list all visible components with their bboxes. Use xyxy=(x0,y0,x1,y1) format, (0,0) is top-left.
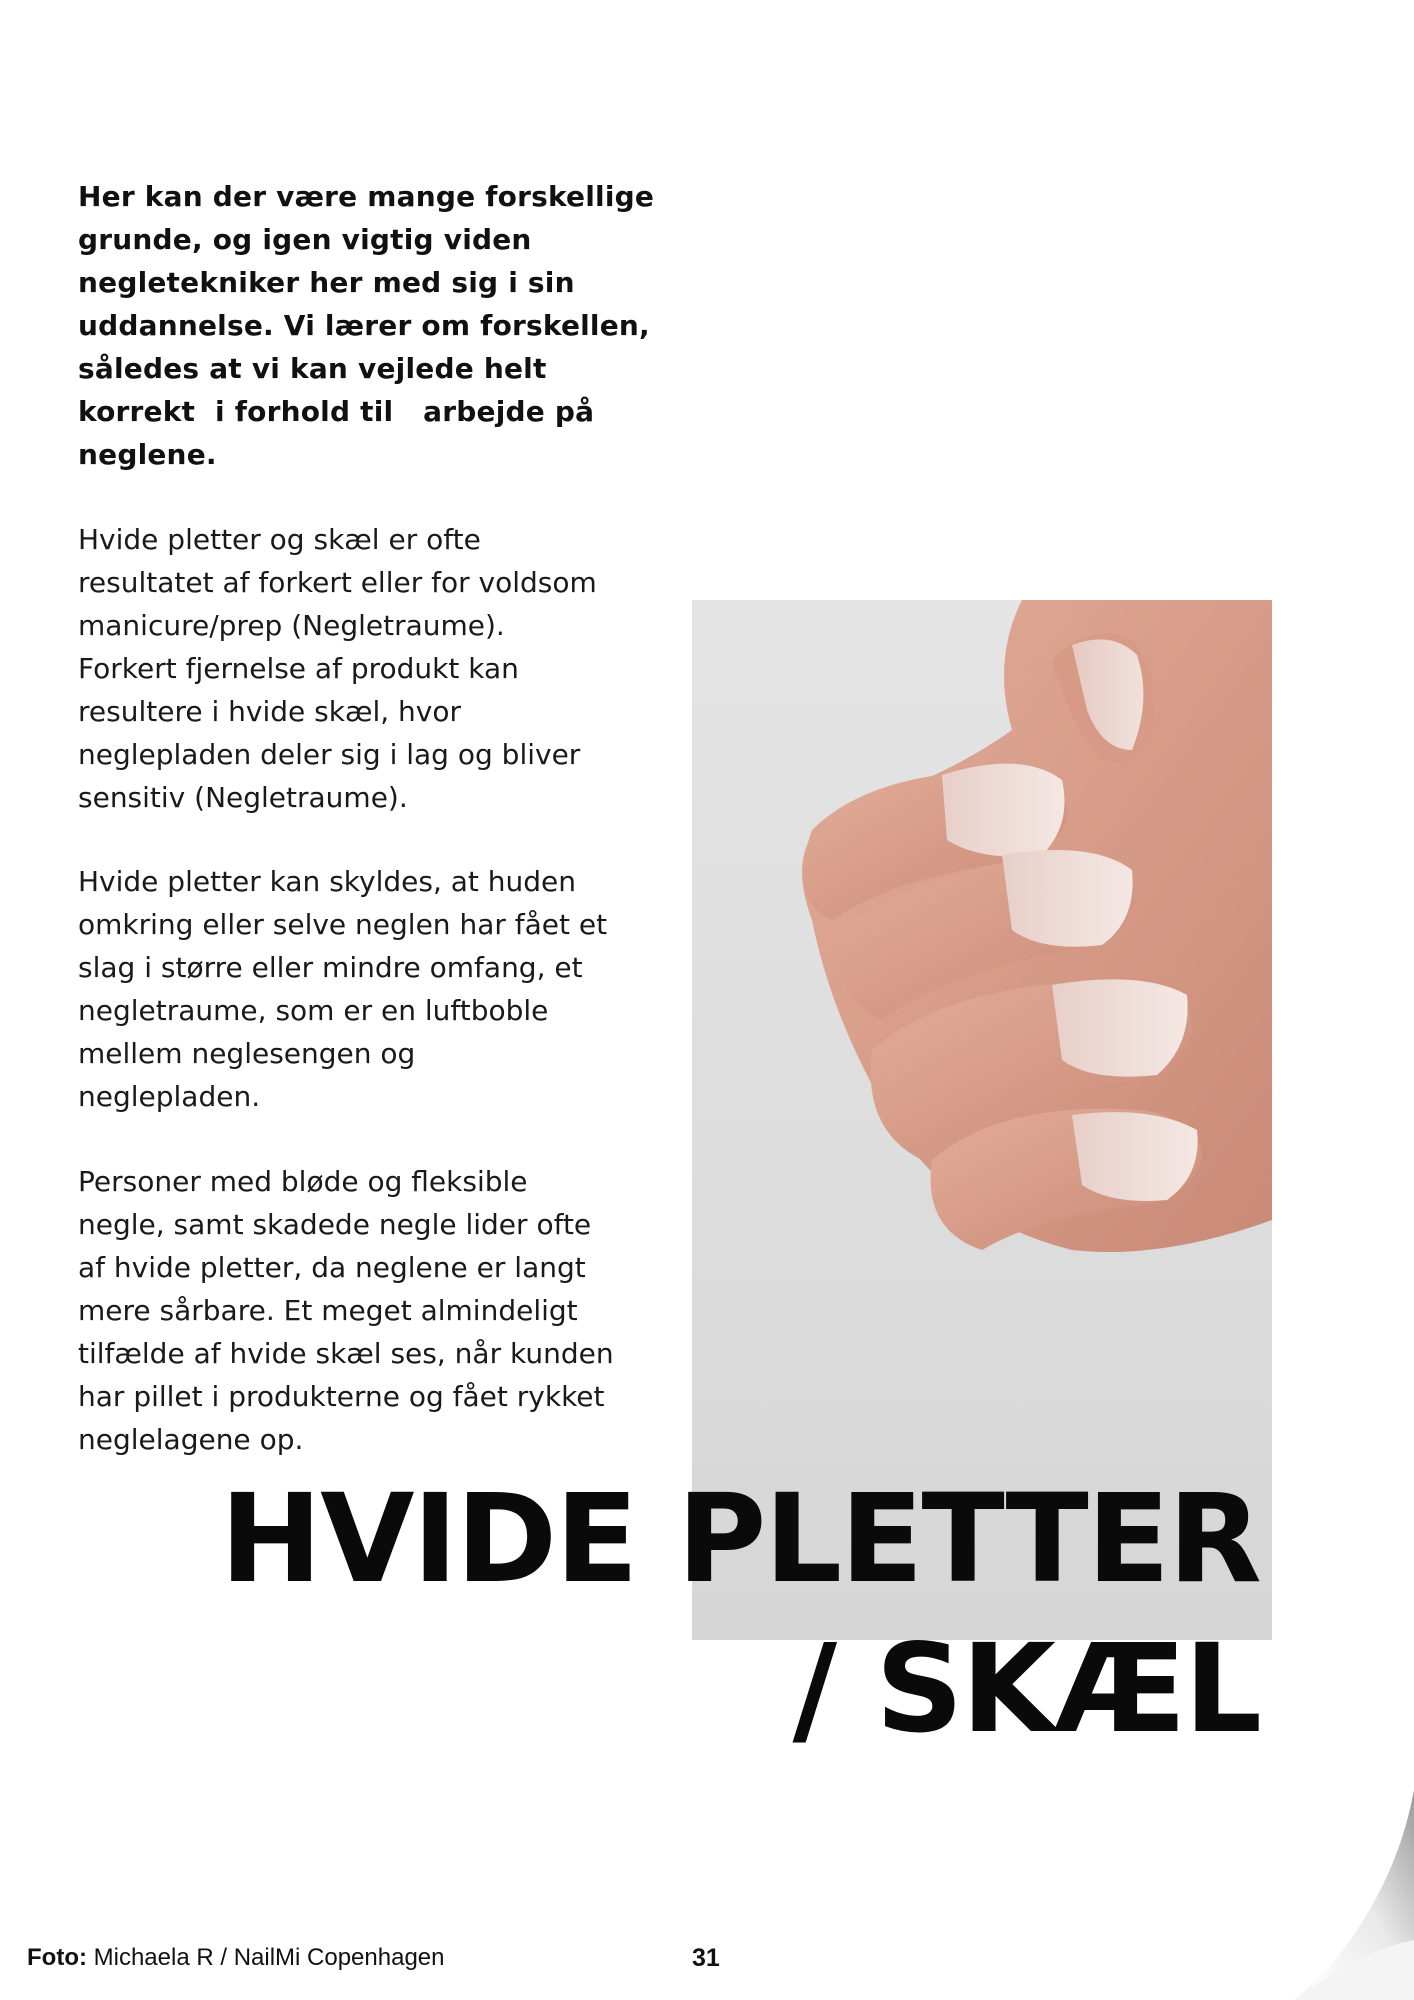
paragraph-line: mellem neglesengen og xyxy=(78,1037,416,1070)
paragraph-line: resultatet af forkert eller for voldsom xyxy=(78,566,597,599)
intro-line: Her kan der være mange forskellige xyxy=(78,180,655,213)
page-number: 31 xyxy=(692,1944,720,1972)
paragraph-line: sensitiv (Negletraume). xyxy=(78,781,408,814)
body-paragraph-2 xyxy=(78,860,678,1118)
paragraph-line: manicure/prep (Negletraume). xyxy=(78,609,505,642)
paragraph-line: omkring eller selve neglen har fået et xyxy=(78,908,608,941)
paragraph-line: neglelagene op. xyxy=(78,1423,304,1456)
body-paragraph-3 xyxy=(78,1160,678,1461)
paragraph-line: neglepladen deler sig i lag og bliver xyxy=(78,738,581,771)
body-paragraph-1 xyxy=(78,518,678,819)
intro-line: grunde, og igen vigtig viden xyxy=(78,223,532,256)
paragraph-line: Hvide pletter og skæl er ofte xyxy=(78,523,481,556)
credit-text: Michaela R / NailMi Copenhagen xyxy=(86,1944,445,1971)
paragraph-line: negle, samt skadede negle lider ofte xyxy=(78,1208,592,1241)
paragraph-line: negletraume, som er en luftboble xyxy=(78,994,549,1027)
intro-line: negletekniker her med sig i sin xyxy=(78,266,575,299)
intro-line: neglene. xyxy=(78,438,217,471)
intro-paragraph xyxy=(78,175,678,476)
intro-line: således at vi kan vejlede helt xyxy=(78,352,547,385)
paragraph-line: af hvide pletter, da neglene er langt xyxy=(78,1251,586,1284)
paragraph-line: har pillet i produkterne og fået rykket xyxy=(78,1380,605,1413)
page-title-line-2: / SKÆL xyxy=(792,1618,1260,1760)
paragraph-line: mere sårbare. Et meget almindeligt xyxy=(78,1294,578,1327)
credit-label: Foto: xyxy=(27,1944,87,1971)
page-curl-icon[interactable] xyxy=(1254,1790,1414,2000)
intro-line: uddannelse. Vi lærer om forskellen, xyxy=(78,309,650,342)
paragraph-line: Personer med bløde og fleksible xyxy=(78,1165,528,1198)
page-title-line-1: HVIDE PLETTER xyxy=(219,1468,1260,1610)
paragraph-line: Hvide pletter kan skyldes, at huden xyxy=(78,865,577,898)
paragraph-line: slag i større eller mindre omfang, et xyxy=(78,951,583,984)
paragraph-line: neglepladen. xyxy=(78,1080,261,1113)
photo-credit xyxy=(27,1944,444,1972)
paragraph-line: Forkert fjernelse af produkt kan xyxy=(78,652,519,685)
paragraph-line: resultere i hvide skæl, hvor xyxy=(78,695,461,728)
intro-line: korrekt i forhold til arbejde på xyxy=(78,395,595,428)
paragraph-line: tilfælde af hvide skæl ses, når kunden xyxy=(78,1337,614,1370)
